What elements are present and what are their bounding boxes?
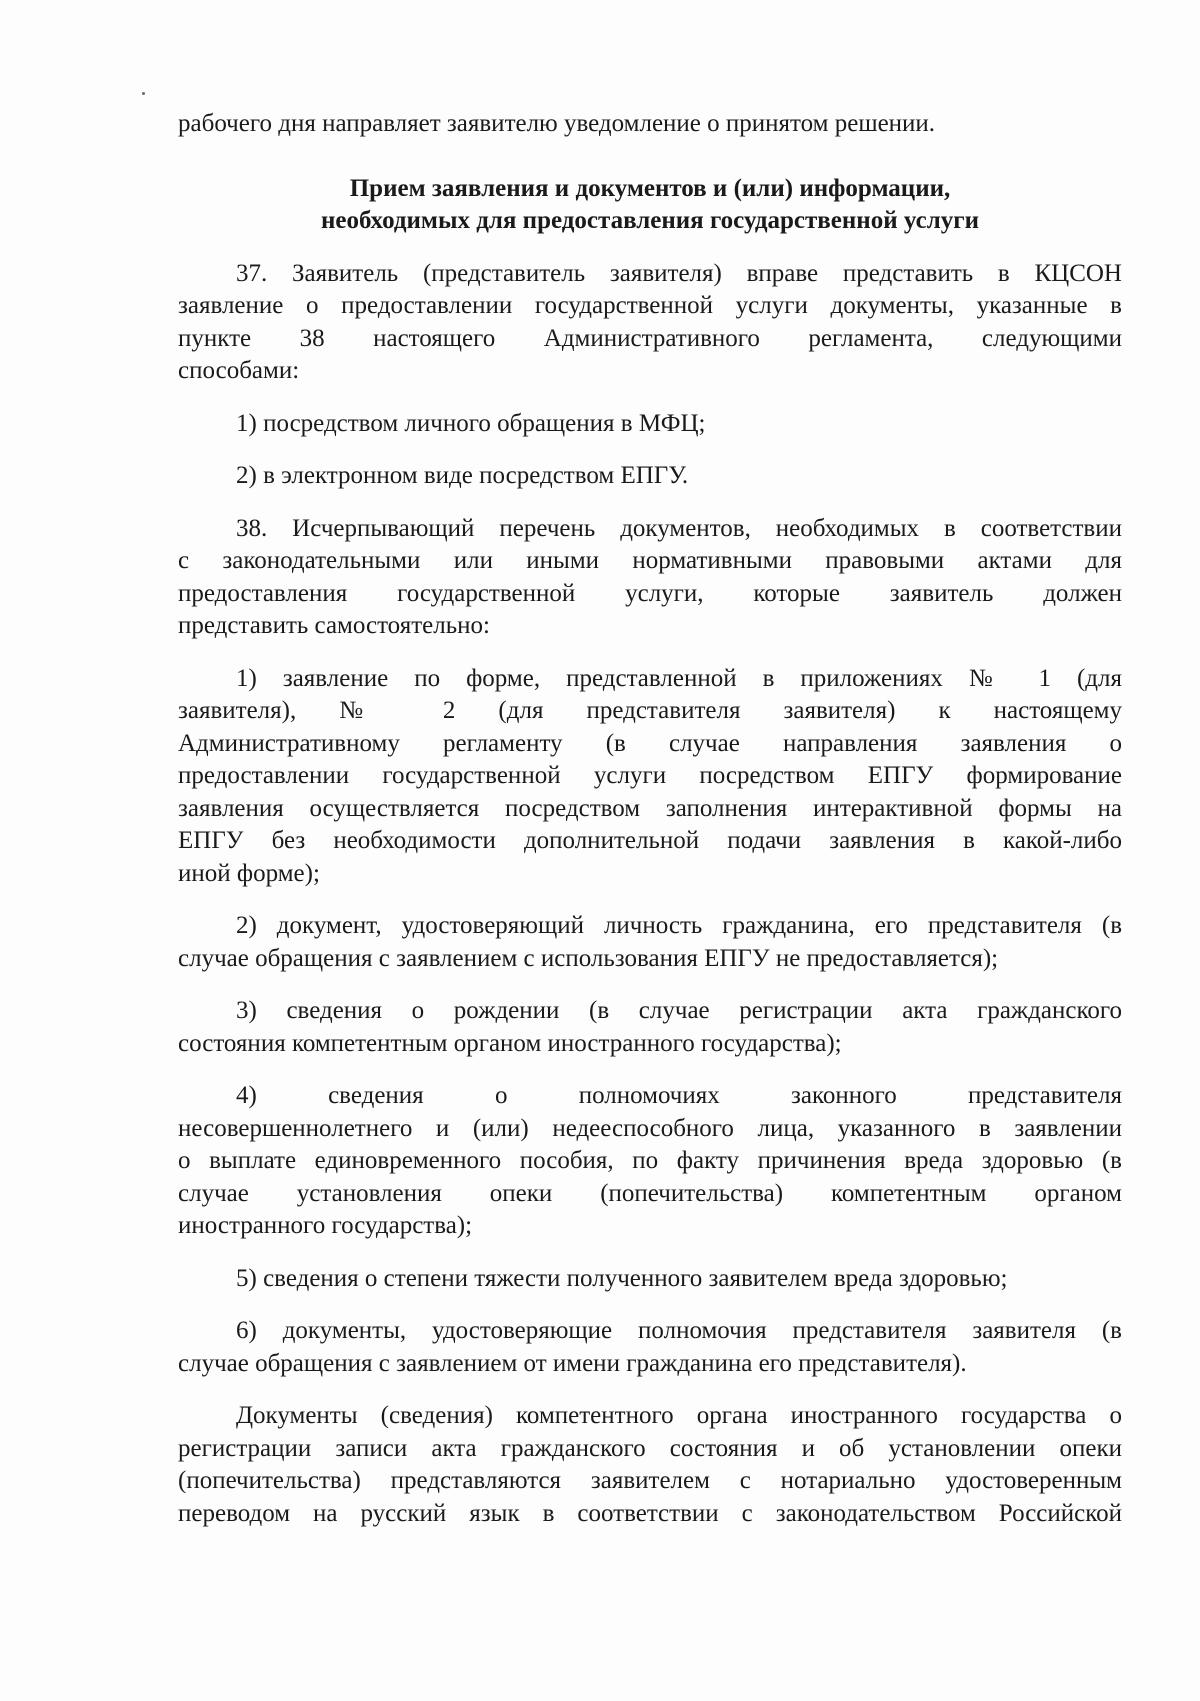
list-item-1: 1) заявление по форме, представленной в приложениях № 1 (для заявителя), № 2 (для представителя заявителя) к настоящему Административному регламенту (в случае направления заявления о предоставлении государственной услуги посредством ЕПГУ формирование заявления осуществляется посредством заполнения интерактивной формы на ЕПГУ без необходимости дополнительной подачи заявления в какой-либо иной форме); [178, 664, 1122, 887]
section-heading-line-1: Прием заявления и документов и (или) информации, [349, 174, 951, 202]
list-item-4: 4) сведения о полномочиях законного представителя несовершеннолетнего и (или) недееспособного лица, указанного в заявлении о выплате единовременного пособия, по факту причинения вреда здоровью (в случае установления опеки (попечительства) компетентным органом иностранного государства); [178, 1082, 1122, 1239]
section-heading [178, 173, 1122, 238]
list-item-2: 2) документ, удостоверяющий личность гражданина, его представителя (в случае обращения с заявлением с использования ЕПГУ не предоставляется); [178, 912, 1122, 972]
scan-speck [142, 92, 145, 95]
paragraph-37: 37. Заявитель (представитель заявителя) вправе представить в КЦСОН заявление о предоставлении государственной услуги документы, указанные в пункте 38 настоящего Административного регламента, следующими способами: [178, 259, 1122, 384]
list-item-5: 5) сведения о степени тяжести полученного заявителем вреда здоровью; [236, 1264, 1008, 1292]
way-item-2: 2) в электронном виде посредством ЕПГУ. [236, 462, 689, 489]
paragraph-38: 38. Исчерпывающий перечень документов, необходимых в соответствии с законодательными или иными нормативными правовыми актами для предоставления государственной услуги, которые заявитель должен представить самостоятельно: [178, 514, 1122, 639]
closing-paragraph: Документы (сведения) компетентного органа иностранного государства о регистрации записи акта гражданского состояния и об установлении опеки (попечительства) представляются заявителем с нотариально удостоверенным переводом на русский язык в соответствии с законодательством Российской [178, 1402, 1122, 1527]
list-item-3: 3) сведения о рождении (в случае регистрации акта гражданского состояния компетентным органом иностранного государства); [178, 997, 1122, 1057]
list-item-6: 6) документы, удостоверяющие полномочия представителя заявителя (в случае обращения с заявлением от имени гражданина его представителя). [178, 1317, 1122, 1377]
way-item-1: 1) посредством личного обращения в МФЦ; [236, 409, 706, 437]
opening-line: рабочего дня направляет заявителю уведомление о принятом решении. [178, 110, 936, 137]
section-heading-line-2: необходимых для предоставления государственной услуги [321, 207, 979, 234]
document-body [178, 108, 1122, 1550]
